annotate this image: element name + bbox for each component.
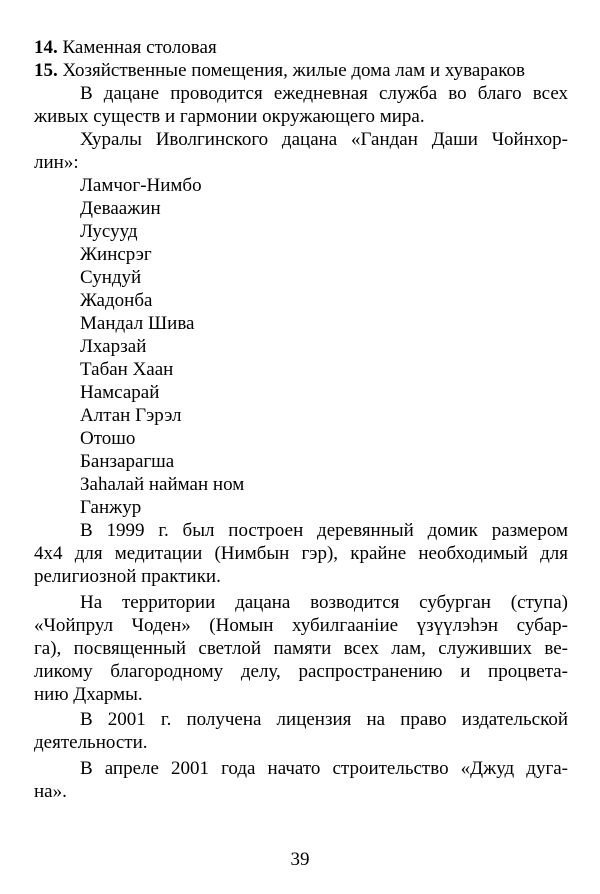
hural-item: Жинсрэг xyxy=(80,244,152,265)
item-text: Каменная столовая xyxy=(62,37,217,58)
hural-item: Сундуй xyxy=(80,267,142,288)
hural-item: Намсарай xyxy=(80,382,160,403)
paragraph-line: га), посвященный светлой памяти всех лам, служивших ве- xyxy=(34,638,568,659)
paragraph-line: «Чойпрул Чоден» (Номын хубилгаанiие үзүүлэhэн субар- xyxy=(34,615,568,636)
list-item-14 xyxy=(34,36,568,59)
item-number: 14. xyxy=(34,37,58,58)
hural-item: Заhалай найман ном xyxy=(80,474,245,495)
paragraph-line: на». xyxy=(34,781,67,802)
paragraph-line: В 2001 г. получена лицензия на право издательской xyxy=(80,709,568,730)
hural-item: Табан Хаан xyxy=(80,359,174,380)
paragraph-line: лин»: xyxy=(34,152,79,173)
hural-item: Лхарзай xyxy=(80,336,147,357)
hural-item: Жадонба xyxy=(80,290,153,311)
item-number: 15. xyxy=(34,60,58,81)
paragraph-line: На территории дацана возводится субурган (ступа) xyxy=(80,592,568,613)
paragraph-line: Хуралы Иволгинского дацана «Гандан Даши Чойнхор- xyxy=(80,129,568,150)
item-text: Хозяйственные помещения, жилые дома лам и хувараков xyxy=(62,60,525,81)
paragraph-line: ликому благородному делу, распространению и процвета- xyxy=(34,661,568,682)
hural-item: Отошо xyxy=(80,428,136,449)
hural-item: Ганжур xyxy=(80,497,142,518)
hural-item: Банзарагша xyxy=(80,451,175,472)
paragraph-line: 4х4 для медитации (Нимбын гэр), крайне необходимый для xyxy=(34,543,568,564)
paragraph-line: В дацане проводится ежедневная служба во благо всех xyxy=(80,83,568,104)
hural-item: Деваажин xyxy=(80,198,161,219)
paragraph-line: живых существ и гармонии окружающего мира. xyxy=(34,106,425,127)
paragraph-line: религиозной практики. xyxy=(34,566,221,587)
hural-item: Алтан Гэрэл xyxy=(80,405,182,426)
hural-item: Мандал Шива xyxy=(80,313,195,334)
paragraph-line: деятельности. xyxy=(34,732,148,753)
hural-item: Лусууд xyxy=(80,221,138,242)
list-item-15 xyxy=(34,59,568,82)
hural-item: Ламчог-Нимбо xyxy=(80,175,202,196)
paragraph-line: нию Дхармы. xyxy=(34,684,143,705)
paragraph-line: В апреле 2001 года начато строительство «Джуд дуга- xyxy=(80,758,568,779)
page-number: 39 xyxy=(290,849,310,870)
paragraph-line: В 1999 г. был построен деревянный домик размером xyxy=(80,520,568,541)
